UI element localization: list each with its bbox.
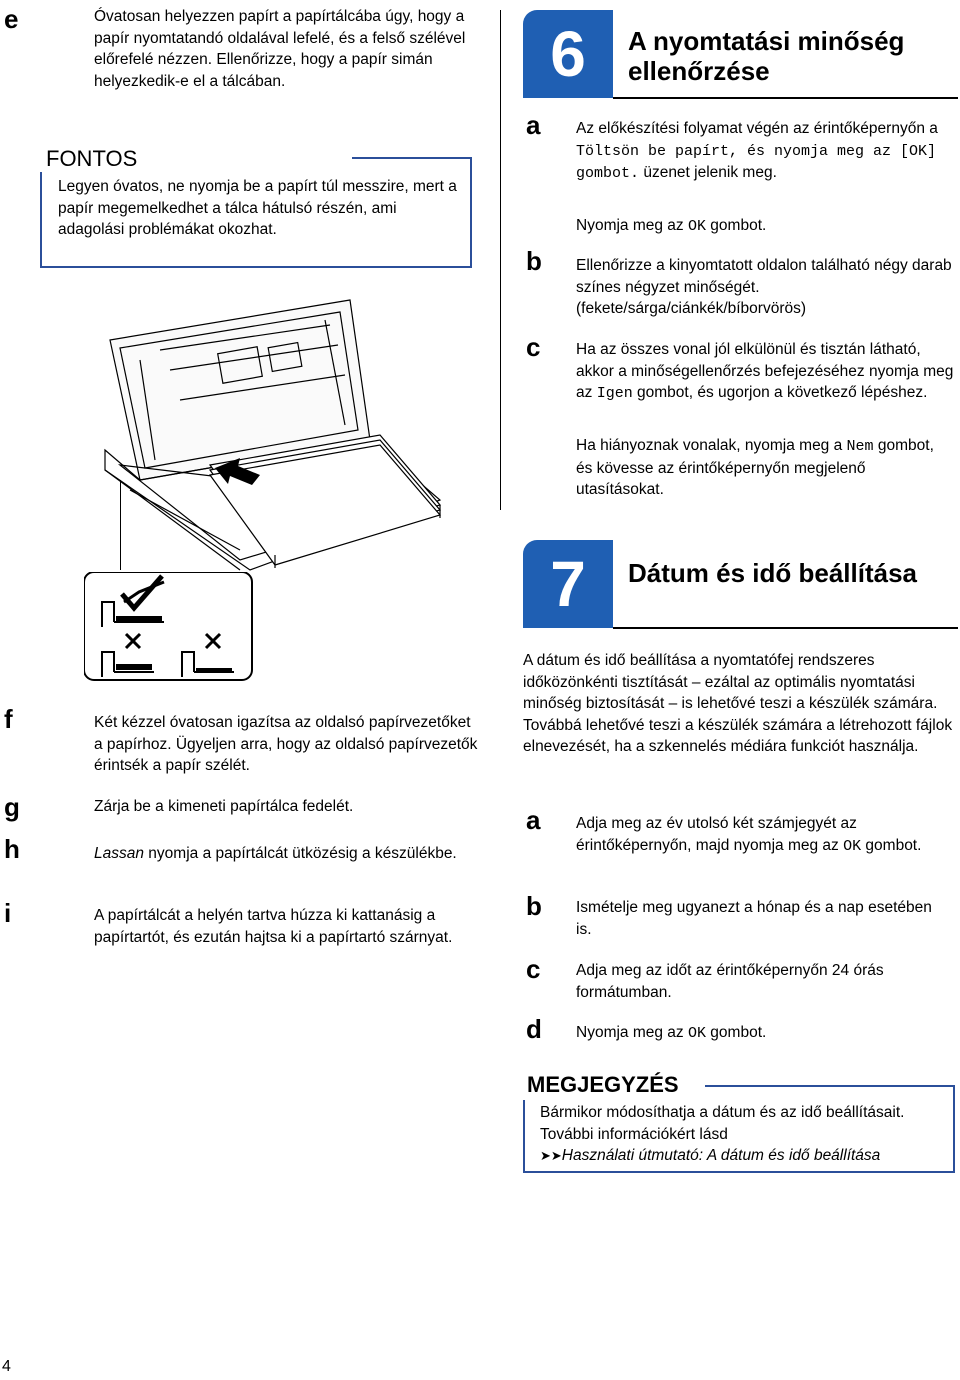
s7-letter-d: d <box>526 1014 542 1044</box>
s7-d-post: gombot. <box>706 1024 767 1041</box>
note-ref-line <box>540 1145 950 1167</box>
step-h-text <box>94 843 478 865</box>
s6-b-text: Ellenőrizze a kinyomtatott oldalon található négy darab színes négyzet minőségét. (fekete/sárga/ciánkék/bíborvörös) <box>576 257 952 317</box>
s6-c-p2-pre: Ha hiányoznak vonalak, nyomja meg a <box>576 437 847 454</box>
s6-c-p2 <box>576 435 954 501</box>
s6-a-line2-pre: Nyomja meg az <box>576 217 688 234</box>
section6-rule <box>613 97 958 99</box>
step-letter-f: f <box>4 704 13 734</box>
s6-a-pre: Az előkészítési folyamat végén az érintőképernyőn a <box>576 120 938 137</box>
step-letter-h: h <box>4 834 20 864</box>
note-title: MEGJEGYZÉS <box>527 1072 679 1097</box>
s7-d-mono: OK <box>687 1025 706 1042</box>
s6-c-p1-mono: Igen <box>596 385 633 402</box>
important-frame-left <box>40 172 42 268</box>
s7-letter-a: a <box>526 805 541 835</box>
step-h-rest: nyomja a papírtálcát ütközésig a készülékbe. <box>143 845 457 862</box>
step-6-box <box>523 10 613 98</box>
s6-a-text <box>576 118 954 185</box>
step-letter-i: i <box>4 898 12 928</box>
s6-c-p1-post: gombot, és ugorjon a következő lépéshez. <box>632 384 928 401</box>
step-g-text: Zárja be a kimeneti papírtálca fedelét. <box>94 798 354 815</box>
s6-letter-c: c <box>526 332 541 362</box>
note-frame-top <box>705 1085 953 1087</box>
s7-b-text: Ismételje meg ugyanezt a hónap és a nap esetében is. <box>576 899 932 938</box>
important-title: FONTOS <box>46 146 138 171</box>
page-number: 4 <box>2 1358 11 1375</box>
section6-title: A nyomtatási minőség ellenőrzése <box>628 26 905 86</box>
s6-letter-b: b <box>526 246 542 276</box>
step-6-number: 6 <box>550 18 586 90</box>
column-divider-top <box>500 10 501 510</box>
paper-tray-illustration <box>100 290 460 580</box>
note-frame-left <box>523 1100 525 1172</box>
section7-rule <box>613 627 958 629</box>
important-frame-top <box>352 157 470 159</box>
note-frame-bottom <box>523 1171 955 1173</box>
s7-d-pre: Nyomja meg az <box>576 1024 688 1041</box>
note-ref[interactable]: Használati útmutató: A dátum és idő beállítása <box>561 1147 881 1164</box>
step-h-italic: Lassan <box>94 845 144 862</box>
s6-c-p1-pre: Ha az összes vonal jól elkülönül és tisztán látható, akkor a minőségellenőrzés befejezéséhez nyomja meg az <box>576 341 954 401</box>
s6-a-mono: Töltsön be papírt, és nyomja meg az [OK] gombot. <box>576 142 937 182</box>
important-frame-right <box>470 157 472 267</box>
s7-letter-c: c <box>526 954 541 984</box>
s6-a-line2-mono: OK <box>687 218 706 235</box>
s6-c-p2-post: gombot, és kövesse az érintőképernyőn megjelenő utasításokat. <box>576 437 934 498</box>
s6-c-p1 <box>576 339 954 405</box>
note-frame-right <box>953 1085 955 1171</box>
step-letter-e: e <box>4 4 19 34</box>
step-e-text: Óvatosan helyezzen papírt a papírtálcába úgy, hogy a papír nyomtatandó oldalával lefelé, és a felső szélével előrefelé nézzen. Ellenőrizze, hogy a papír simán helyezkedik-e el a tálcában. <box>94 8 466 90</box>
s7-a-text <box>576 813 946 857</box>
section7-title: Dátum és idő beállítása <box>628 558 917 588</box>
s6-a-post: üzenet jelenik meg. <box>639 164 777 181</box>
s7-a-post: gombot. <box>861 836 922 854</box>
step-7-box <box>523 540 613 628</box>
step-f-text: Két kézzel óvatosan igazítsa az oldalsó papírvezetőket a papírhoz. Ügyeljen arra, hogy az oldalsó papírvezetők érintsék a papír szélét. <box>94 714 478 774</box>
s7-c-text: Adja meg az időt az érintőképernyőn 24 órás formátumban. <box>576 962 884 1001</box>
s7-letter-b: b <box>526 891 542 921</box>
important-text: Legyen óvatos, ne nyomja be a papírt túl messzire, mert a papír megemelkedhet a tálca hátulsó részén, ami adagolási problémákat okozhat. <box>58 178 457 238</box>
note-arrows-icon: ➤➤ <box>540 1148 562 1163</box>
step-i-text: A papírtálcát a helyén tartva húzza ki kattanásig a papírtartót, és ezután hajtsa ki a papírtartó szárnyat. <box>94 907 453 946</box>
important-frame-bottom <box>42 266 472 268</box>
step-7-number: 7 <box>550 548 586 620</box>
s7-a-mono: OK <box>843 837 862 855</box>
note-text: Bármikor módosíthatja a dátum és az idő beállításait. További információkért lásd <box>540 1104 905 1143</box>
s6-letter-a: a <box>526 110 541 140</box>
guide-check-diagram <box>84 572 254 682</box>
step-letter-g: g <box>4 792 20 822</box>
s6-a-line2 <box>576 215 954 238</box>
s7-intro: A dátum és idő beállítása a nyomtatófej rendszeres időközönkénti tisztítását – ezáltal az optimális nyomtatási minőség biztosítását – is lehetővé teszi a készülék számára. Továbbá lehetővé teszi a készülék számára a létrehozott fájlok elnevezését, ha a szkennelés médiára funkciót használja. <box>523 652 953 755</box>
s7-d-text <box>576 1022 946 1045</box>
s6-c-p2-mono: Nem <box>846 438 874 455</box>
s7-a-pre: Adja meg az év utolsó két számjegyét az érintőképernyőn, majd nyomja meg az <box>576 815 857 854</box>
s6-a-line2-post: gombot. <box>706 217 767 234</box>
